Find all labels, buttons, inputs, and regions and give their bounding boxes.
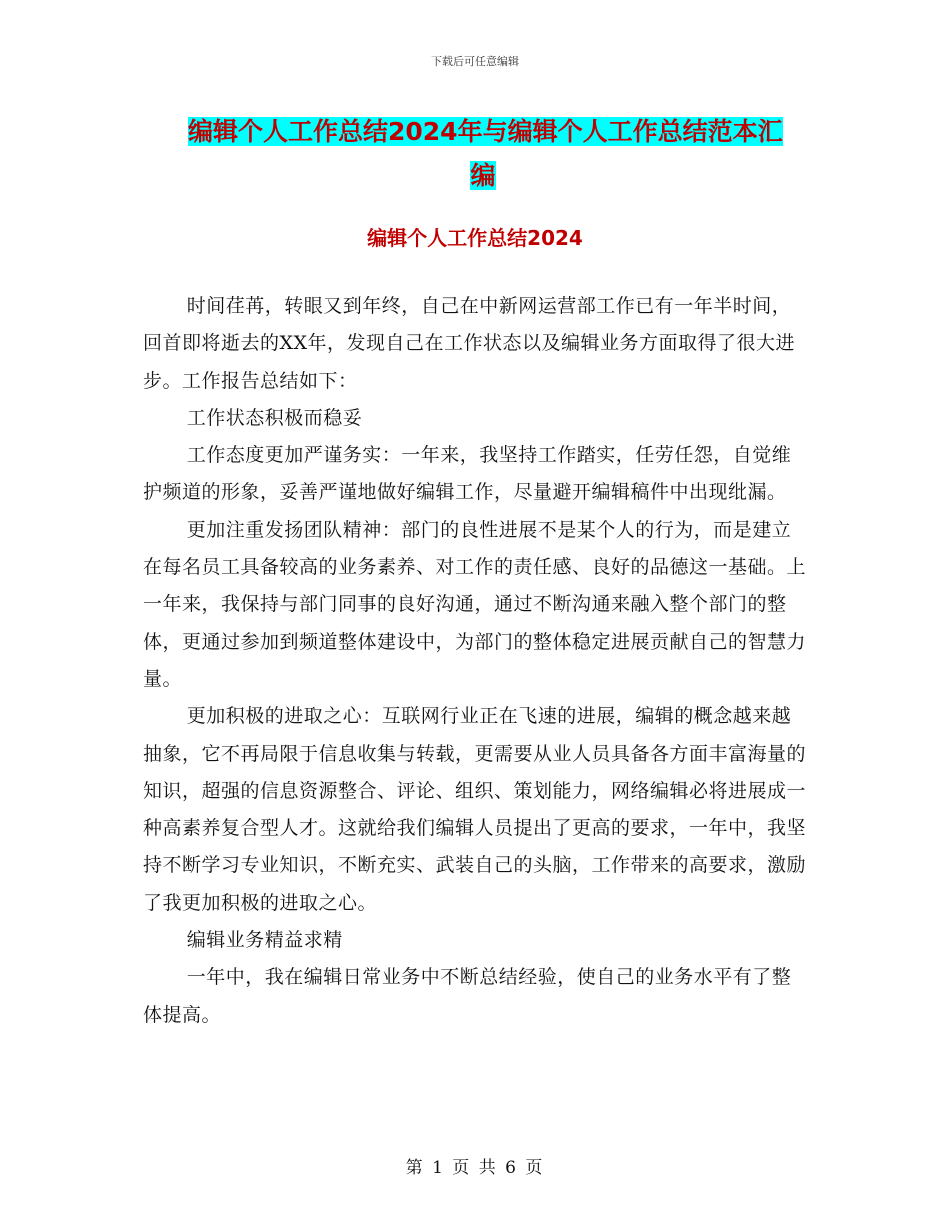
paragraph-heading: 编辑业务精益求精 (186, 929, 343, 952)
document-body (143, 288, 808, 1034)
document-title-line-2 (188, 154, 778, 198)
section-title: 编辑个人工作总结2024 (367, 226, 583, 250)
title-highlight-1: 编辑个人工作总结2024年与编辑个人工作总结范本汇 (188, 117, 783, 146)
page-number: 第 1 页 共 6 页 (405, 1158, 545, 1178)
title-highlight-2: 编 (470, 161, 496, 190)
paragraph: 一年中，我在编辑日常业务中不断总结经验，使自己的业务水平有了整体提高。 (143, 966, 792, 1026)
header-note: 下载后可任意编辑 (431, 55, 519, 68)
paragraph: 更加注重发扬团队精神：部门的良性进展不是某个人的行为，而是建立在每名员工具备较高的业务素养、对工作的责任感、良好的品德这一基础。上一年来，我保持与部门同事的良好沟通，通过不断沟通来融入整个部门的整体，更通过参加到频道整体建设中，为部门的整体稳定进展贡献自己的智慧力量。 (143, 518, 807, 690)
paragraph-heading: 工作状态积极而稳妥 (186, 406, 363, 429)
document-title (188, 110, 828, 198)
paragraph: 更加积极的进取之心：互联网行业正在飞速的进展，编辑的概念越来越抽象，它不再局限于信息收集与转载，更需要从业人员具备各方面丰富海量的知识，超强的信息资源整合、评论、组织、策划能力，网络编辑必将进展成一种高素养复合型人才。这就给我们编辑人员提出了更高的要求，一年中，我坚持不断学习专业知识，不断充实、武装自己的头脑，工作带来的高要求，激励了我更加积极的进取之心。 (143, 705, 807, 914)
paragraph: 工作态度更加严谨务实：一年来，我坚持工作踏实，任劳任怨，自觉维护频道的形象，妥善严谨地做好编辑工作，尽量避开编辑稿件中出现纰漏。 (143, 444, 792, 504)
document-title-line-1 (188, 110, 828, 154)
paragraph: 时间荏苒，转眼又到年终，自己在中新网运营部工作已有一年半时间，回首即将逝去的XX年，发现自己在工作状态以及编辑业务方面取得了很大进步。工作报告总结如下： (143, 295, 796, 392)
